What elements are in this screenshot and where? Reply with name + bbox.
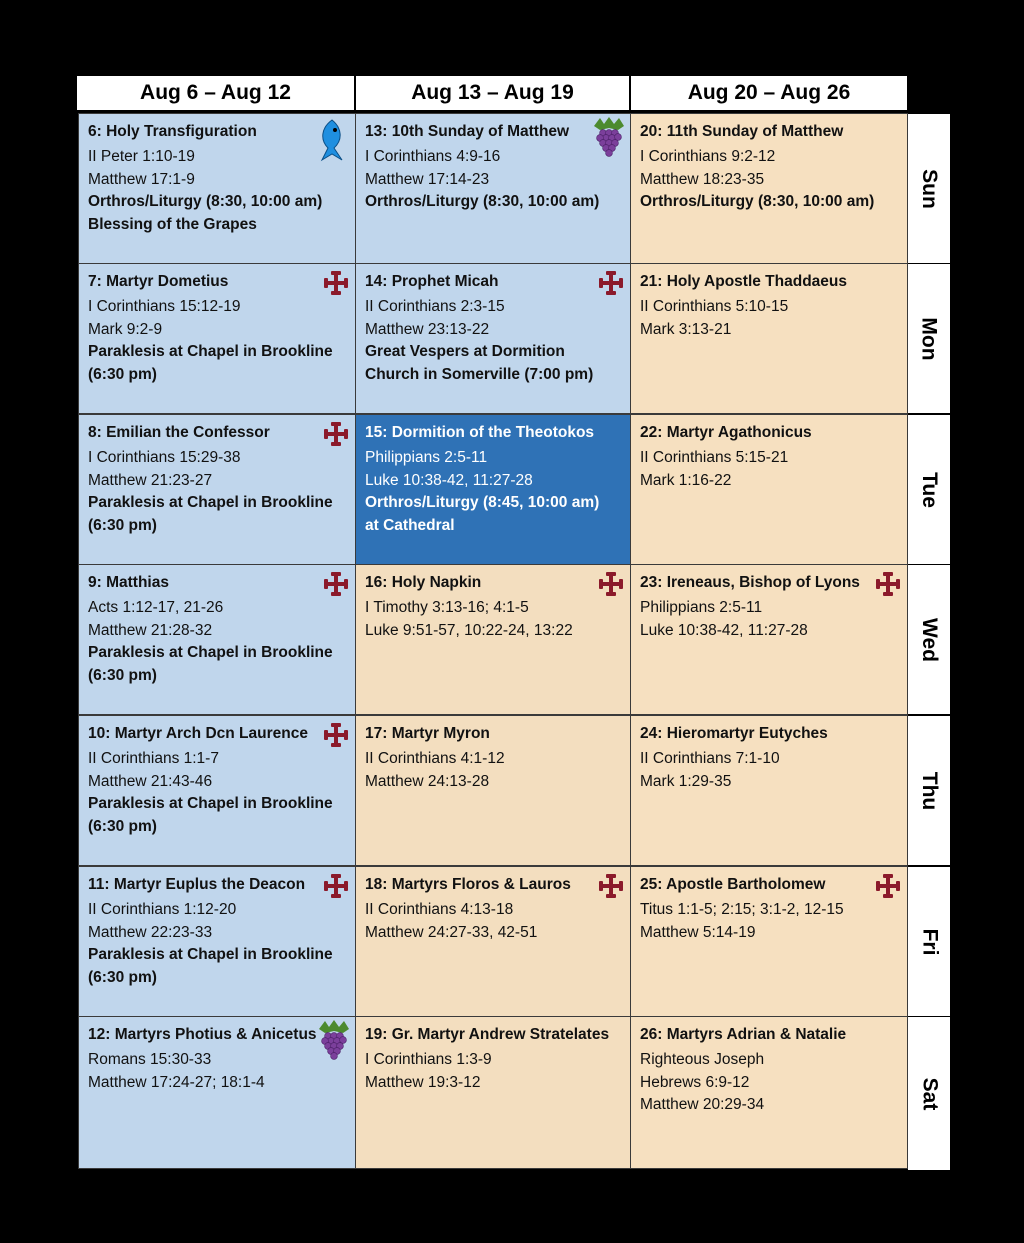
service-info: Great Vespers at Dormition (365, 343, 565, 360)
scripture-reading: I Corinthians 9:2-12 (640, 148, 776, 165)
feast-title: 26: Martyrs Adrian & Natalie (640, 1026, 847, 1043)
scripture-reading: Mark 1:29-35 (640, 772, 732, 790)
scripture-reading: Philippians 2:5-11 (365, 449, 488, 466)
scripture-reading: Matthew 21:23-27 (88, 471, 213, 489)
feast-title: 9: Matthias (88, 574, 169, 591)
scripture-reading: Luke 10:38-42, 11:27-28 (365, 471, 533, 489)
scripture-reading: Matthew 23:13-22 (365, 320, 490, 338)
day-label: Wed (918, 617, 942, 662)
scripture-reading: Matthew 5:14-19 (640, 923, 756, 941)
service-info: at Cathedral (365, 516, 455, 534)
scripture-reading: I Corinthians 15:12-19 (88, 298, 241, 315)
scripture-reading: Matthew 21:43-46 (88, 772, 213, 790)
day-cell (630, 866, 908, 1017)
scripture-reading: Mark 3:13-21 (640, 320, 732, 338)
cross-icon (875, 873, 901, 899)
service-info: (6:30 pm) (88, 968, 157, 986)
scripture-reading: Mark 1:16-22 (640, 471, 732, 489)
fish-icon (315, 118, 349, 162)
day-cell (630, 1016, 908, 1169)
day-label-box (907, 1016, 951, 1171)
day-label: Thu (917, 771, 941, 810)
service-info: Paraklesis at Chapel in Brookline (88, 795, 333, 812)
feast-title: 20: 11th Sunday of Matthew (640, 123, 844, 140)
day-cell (355, 263, 631, 414)
cross-icon (323, 873, 349, 899)
day-cell (78, 263, 356, 414)
day-cell (630, 263, 908, 414)
service-info: (6:30 pm) (88, 666, 157, 684)
service-info: Paraklesis at Chapel in Brookline (88, 343, 333, 360)
service-info: Paraklesis at Chapel in Brookline (88, 946, 333, 963)
scripture-reading: Luke 10:38-42, 11:27-28 (640, 621, 808, 639)
day-label-box (907, 113, 951, 264)
scripture-reading: Luke 9:51-57, 10:22-24, 13:22 (365, 621, 573, 639)
week-header: Aug 6 – Aug 12 (76, 75, 355, 111)
cross-icon (598, 270, 624, 296)
day-cell (355, 866, 631, 1017)
feast-title: 11: Martyr Euplus the Deacon (88, 876, 306, 893)
feast-title: 23: Ireneaus, Bishop of Lyons (640, 574, 860, 591)
feast-title: 19: Gr. Martyr Andrew Stratelates (365, 1026, 610, 1043)
cross-icon (875, 571, 901, 597)
day-cell (355, 715, 631, 866)
feast-title: 22: Martyr Agathonicus (640, 424, 812, 441)
feast-title: 24: Hieromartyr Eutyches (640, 725, 828, 742)
scripture-reading: Matthew 21:28-32 (88, 621, 213, 639)
day-label: Fri (918, 928, 941, 955)
day-label-box (907, 866, 951, 1017)
scripture-reading: Matthew 17:24-27; 18:1-4 (88, 1073, 265, 1091)
scripture-reading: II Corinthians 1:1-7 (88, 750, 219, 767)
feast-title: 18: Martyrs Floros & Lauros (365, 876, 571, 893)
scripture-reading: Romans 15:30-33 (88, 1051, 212, 1068)
cross-icon (323, 571, 349, 597)
service-info: Orthros/Liturgy (8:45, 10:00 am) (365, 494, 600, 511)
scripture-reading: Philippians 2:5-11 (640, 599, 763, 616)
feast-title: 13: 10th Sunday of Matthew (365, 123, 570, 140)
scripture-reading: Titus 1:1-5; 2:15; 3:1-2, 12-15 (640, 901, 844, 918)
day-cell (355, 113, 631, 264)
feast-title: 10: Martyr Arch Dcn Laurence (88, 725, 308, 742)
day-cell (78, 414, 356, 565)
grapes-icon (590, 116, 628, 158)
day-label-box (907, 715, 951, 866)
feast-title: 15: Dormition of the Theotokos (365, 424, 595, 441)
scripture-reading: Matthew 19:3-12 (365, 1073, 481, 1091)
scripture-reading: II Peter 1:10-19 (88, 148, 195, 165)
day-cell (355, 564, 631, 715)
cross-icon (323, 270, 349, 296)
day-cell (355, 414, 631, 565)
day-cell (78, 715, 356, 866)
scripture-reading: II Corinthians 4:1-12 (365, 750, 505, 767)
feast-title: 25: Apostle Bartholomew (640, 876, 826, 893)
service-info: (6:30 pm) (88, 516, 157, 534)
scripture-reading: Matthew 18:23-35 (640, 170, 765, 188)
day-cell (355, 1016, 631, 1169)
grapes-icon (315, 1019, 353, 1061)
feast-title: 6: Holy Transfiguration (88, 123, 257, 140)
scripture-reading: II Corinthians 5:10-15 (640, 298, 789, 315)
day-cell (630, 113, 908, 264)
week-header: Aug 20 – Aug 26 (630, 75, 908, 111)
service-info: Paraklesis at Chapel in Brookline (88, 494, 333, 511)
feast-title: 21: Holy Apostle Thaddaeus (640, 273, 847, 290)
cross-icon (323, 421, 349, 447)
scripture-reading: II Corinthians 5:15-21 (640, 449, 789, 466)
service-info: Orthros/Liturgy (8:30, 10:00 am) (365, 193, 600, 210)
day-cell (630, 715, 908, 866)
day-label: Sat (918, 1077, 941, 1110)
scripture-reading: Matthew 22:23-33 (88, 923, 213, 941)
scripture-reading: I Timothy 3:13-16; 4:1-5 (365, 599, 529, 616)
day-cell (630, 414, 908, 565)
day-label: Mon (918, 316, 941, 361)
day-cell (78, 564, 356, 715)
feast-title: 17: Martyr Myron (365, 725, 490, 742)
day-cell (78, 113, 356, 264)
scripture-reading: Matthew 24:13-28 (365, 772, 490, 790)
scripture-reading: II Corinthians 2:3-15 (365, 298, 505, 315)
day-cell (630, 564, 908, 715)
scripture-reading: Mark 9:2-9 (88, 320, 163, 338)
day-label: Tue (918, 471, 941, 508)
feast-title: 14: Prophet Micah (365, 273, 499, 290)
week-header: Aug 13 – Aug 19 (355, 75, 630, 111)
service-info: Paraklesis at Chapel in Brookline (88, 644, 333, 661)
cross-icon (323, 722, 349, 748)
scripture-reading: I Corinthians 15:29-38 (88, 449, 241, 466)
feast-title: 8: Emilian the Confessor (88, 424, 270, 441)
day-label: Sun (917, 168, 941, 209)
service-info: (6:30 pm) (88, 365, 157, 383)
scripture-reading: II Corinthians 7:1-10 (640, 750, 780, 767)
scripture-reading: Matthew 17:14-23 (365, 170, 490, 188)
scripture-reading: II Corinthians 4:13-18 (365, 901, 514, 918)
scripture-reading: Acts 1:12-17, 21-26 (88, 599, 224, 616)
scripture-reading: Matthew 17:1-9 (88, 170, 195, 188)
service-info: Church in Somerville (7:00 pm) (365, 365, 594, 383)
feast-title: 16: Holy Napkin (365, 574, 482, 591)
scripture-reading: Hebrews 6:9-12 (640, 1073, 750, 1091)
scripture-reading: Matthew 24:27-33, 42-51 (365, 923, 538, 941)
cross-icon (598, 571, 624, 597)
scripture-reading: I Corinthians 1:3-9 (365, 1051, 492, 1068)
service-info: (6:30 pm) (88, 817, 157, 835)
service-info: Orthros/Liturgy (8:30, 10:00 am) (640, 193, 875, 210)
feast-title: 12: Martyrs Photius & Anicetus (88, 1026, 317, 1043)
feast-title: 7: Martyr Dometius (88, 273, 229, 290)
scripture-reading: II Corinthians 1:12-20 (88, 901, 237, 918)
scripture-reading: I Corinthians 4:9-16 (365, 148, 501, 165)
service-info: Blessing of the Grapes (88, 215, 257, 233)
day-label-box (907, 414, 951, 565)
service-info: Orthros/Liturgy (8:30, 10:00 am) (88, 193, 323, 210)
scripture-reading: Righteous Joseph (640, 1051, 765, 1068)
day-cell (78, 1016, 356, 1169)
day-label-box (907, 263, 951, 414)
day-cell (78, 866, 356, 1017)
cross-icon (598, 873, 624, 899)
scripture-reading: Matthew 20:29-34 (640, 1096, 765, 1113)
day-label-box (907, 564, 951, 715)
